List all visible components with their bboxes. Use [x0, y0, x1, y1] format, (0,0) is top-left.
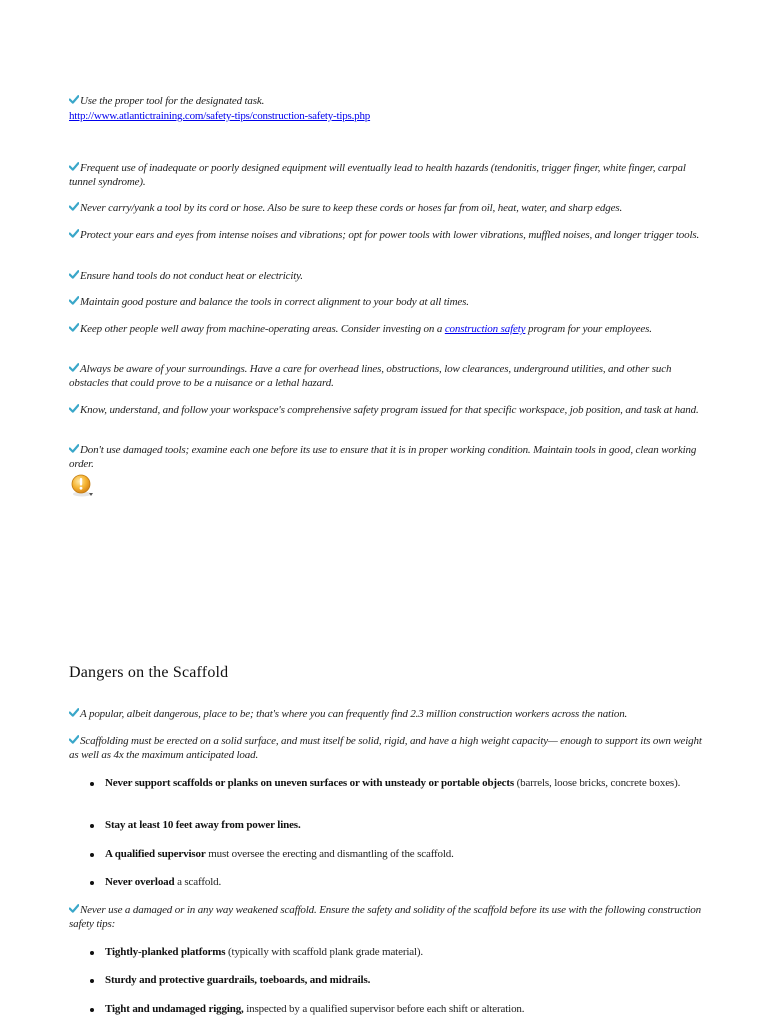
bullet-text: inspected by a qualified supervisor before each shift or alteration. — [243, 1003, 525, 1015]
list-item — [105, 848, 705, 862]
checkmark-icon — [69, 229, 79, 238]
list-item — [105, 974, 705, 988]
list-item — [105, 876, 705, 890]
checkmark-icon — [69, 270, 79, 279]
checkmark-icon — [69, 708, 79, 717]
tip-text: A popular, albeit dangerous, place to be; that's where you can frequently find 2.3 million construction workers across the nation. — [80, 708, 628, 720]
checkmark-icon — [69, 404, 79, 413]
bullet-text: (barrels, loose bricks, concrete boxes). — [514, 777, 681, 789]
list-item — [105, 819, 705, 833]
tip-item — [69, 735, 709, 762]
tip-text: Never use a damaged or in any way weakened scaffold. Ensure the safety and solidity of the scaffold before its use with the following construction safety tips: — [69, 904, 701, 930]
warning-icon — [70, 474, 96, 498]
tip-text: Use the proper tool for the designated task. — [80, 95, 265, 107]
tip-text: Ensure hand tools do not conduct heat or electricity. — [80, 270, 303, 282]
tip-text: Always be aware of your surroundings. Have a care for overhead lines, obstructions, low clearances, underground utilities, and other such obstacles that could prove to be a nuisance or a lethal hazard. — [69, 363, 672, 389]
bullet-bold: Tight and undamaged rigging, — [105, 1003, 244, 1015]
tip-text: Know, understand, and follow your workspace's comprehensive safety program issued for that specific workspace, job position, and task at hand. — [80, 404, 699, 416]
bullet-bold: Sturdy and protective guardrails, toeboards, and midrails. — [105, 974, 371, 986]
bullet-bold: Tightly-planked platforms — [105, 946, 226, 958]
tip-text: program for your employees. — [525, 323, 652, 335]
construction-safety-link[interactable]: construction safety — [444, 323, 526, 335]
bullet-bold: A qualified supervisor — [105, 848, 206, 860]
checkmark-icon — [69, 363, 79, 372]
section-heading: Dangers on the Scaffold — [69, 664, 229, 681]
bullet-text: a scaffold. — [174, 876, 222, 888]
bullet-bold: Never overload — [105, 876, 175, 888]
bullet-bold: Stay at least 10 feet away from power lines. — [105, 819, 301, 831]
tip-item — [69, 363, 709, 390]
bullet-text: must oversee the erecting and dismantling of the scaffold. — [205, 848, 454, 860]
list-item — [105, 777, 705, 791]
tip-item — [69, 229, 709, 243]
tip-item — [69, 202, 709, 216]
tip-item — [69, 270, 709, 284]
bullet-bold: Never support scaffolds or planks on uneven surfaces or with unsteady or portable objects — [105, 777, 515, 789]
tip-text: Protect your ears and eyes from intense noises and vibrations; opt for power tools with lower vibrations, muffled noises, and longer trigger tools. — [80, 229, 700, 241]
tip-item — [69, 162, 709, 189]
tip-text: Never carry/yank a tool by its cord or hose. Also be sure to keep these cords or hoses far from oil, heat, water, and sharp edges. — [80, 202, 623, 214]
source-link[interactable]: http://www.atlantictraining.com/safety-tips/construction-safety-tips.php — [69, 110, 371, 122]
tip-proper-tool — [69, 95, 709, 109]
tip-text: Keep other people well away from machine-operating areas. Consider investing on a — [80, 323, 445, 335]
checkmark-icon — [69, 296, 79, 305]
checkmark-icon — [69, 162, 79, 171]
checkmark-icon — [69, 735, 79, 744]
tip-text: Maintain good posture and balance the tools in correct alignment to your body at all times. — [80, 296, 469, 308]
checkmark-icon — [69, 444, 79, 453]
tip-item — [69, 444, 709, 471]
tip-item — [69, 708, 709, 722]
tip-text: Frequent use of inadequate or poorly designed equipment will eventually lead to health hazards (tendonitis, trigger finger, white finger, carpal tunnel syndrome). — [69, 162, 686, 188]
checkmark-icon — [69, 904, 79, 913]
bullet-text: (typically with scaffold plank grade material). — [225, 946, 423, 958]
tip-text: Scaffolding must be erected on a solid surface, and must itself be solid, rigid, and have a high weight capacity— enough to support its own weight as well as 4x the maximum anticipated load. — [69, 735, 702, 761]
checkmark-icon — [69, 95, 79, 104]
checkmark-icon — [69, 323, 79, 332]
tip-item — [69, 904, 709, 931]
tip-item — [69, 296, 709, 310]
tip-item — [69, 323, 709, 337]
list-item — [105, 1003, 705, 1017]
list-item — [105, 946, 705, 960]
tip-text: Don't use damaged tools; examine each one before its use to ensure that it is in proper working condition. Maintain tools in good, clean working order. — [69, 444, 697, 470]
checkmark-icon — [69, 202, 79, 211]
tip-item — [69, 404, 709, 418]
